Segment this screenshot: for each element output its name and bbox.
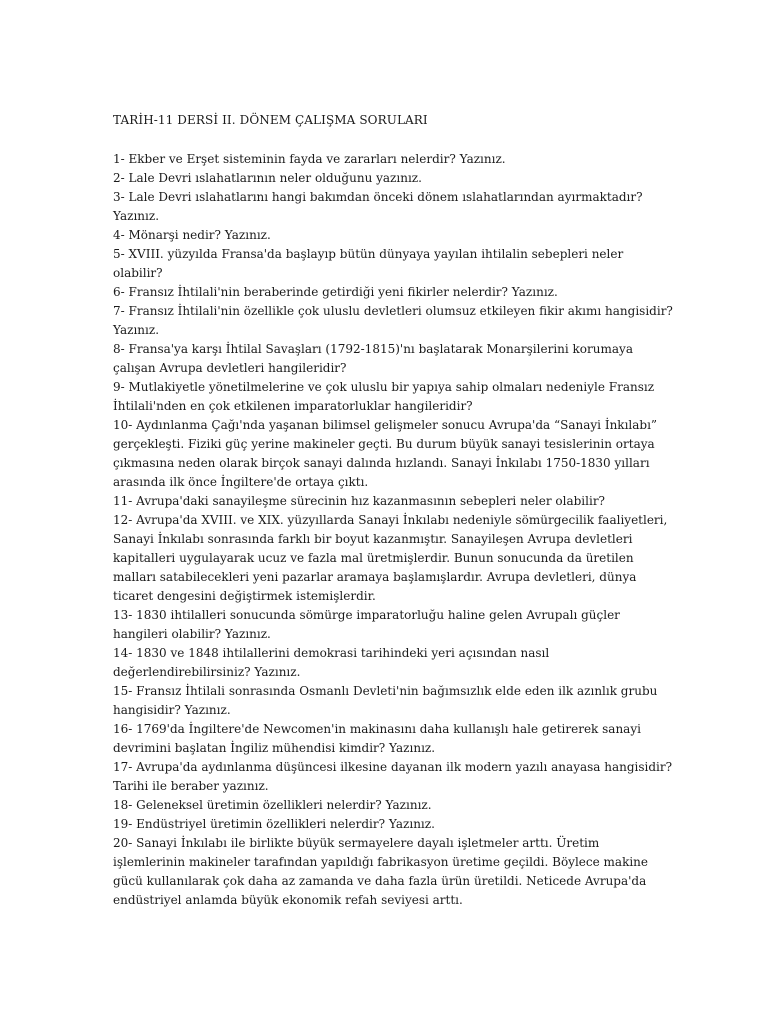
question-item: 19- Endüstriyel üretimin özellikleri nelerdir? Yazınız. bbox=[113, 817, 435, 831]
question-item: 5- XVIII. yüzyılda Fransa'da başlayıp bütün dünyaya yayılan ihtilalin sebepleri neler olabilir? bbox=[113, 247, 624, 280]
question-item: 9- Mutlakiyetle yönetilmelerine ve çok uluslu bir yapıya sahip olmaları nedeniyle Fransız İhtilali'nden en çok etkilenen imparatorluklar hangileridir? bbox=[113, 380, 655, 413]
question-item: 20- Sanayi İnkılabı ile birlikte büyük sermayelere dayalı işletmeler arttı. Üretim işlemlerinin makineler tarafından yapıldığı fabrikasyon üretime geçildi. Böylece makine gücü kullanılarak çok daha az zamanda ve daha fazla ürün üretildi. Neticede Avrupa'da endüstriyel anlamda büyük ekonomik refah seviyesi arttı. bbox=[113, 836, 649, 907]
question-list bbox=[113, 150, 673, 910]
question-item: 3- Lale Devri ıslahatlarını hangi bakımdan önceki dönem ıslahatlarından ayırmaktadır? Yazınız. bbox=[113, 190, 643, 223]
question-item: 6- Fransız İhtilali'nin beraberinde getirdiği yeni fikirler nelerdir? Yazınız. bbox=[113, 285, 558, 299]
question-item: 15- Fransız İhtilali sonrasında Osmanlı Devleti'nin bağımsızlık elde eden ilk azınlık grubu hangisidir? Yazınız. bbox=[113, 684, 658, 717]
question-item: 12- Avrupa'da XVIII. ve XIX. yüzyıllarda Sanayi İnkılabı nedeniyle sömürgecilik faaliyetleri, Sanayi İnkılabı sonrasında farklı bir boyut kazanmıştır. Sanayileşen Avrupa devletleri kapitalleri uygulayarak ucuz ve fazla mal üretmişlerdir. Bunun sonucunda da üretilen malları satabilecekleri yeni pazarlar aramaya başlamışlardır. Avrupa devletleri, dünya ticaret dengesini değiştirmek istemişlerdir. bbox=[113, 513, 668, 603]
question-item: 14- 1830 ve 1848 ihtilallerini demokrasi tarihindeki yeri açısından nasıl değerlendirebilirsiniz? Yazınız. bbox=[113, 646, 550, 679]
question-item: 1- Ekber ve Erşet sisteminin fayda ve zararları nelerdir? Yazınız. bbox=[113, 152, 506, 166]
question-item: 8- Fransa'ya karşı İhtilal Savaşları (1792-1815)'nı başlatarak Monarşilerini korumaya çalışan Avrupa devletleri hangileridir? bbox=[113, 342, 633, 375]
question-item: 2- Lale Devri ıslahatlarının neler olduğunu yazınız. bbox=[113, 171, 422, 185]
question-item: 4- Mönarşi nedir? Yazınız. bbox=[113, 228, 271, 242]
question-item: 17- Avrupa'da aydınlanma düşüncesi ilkesine dayanan ilk modern yazılı anayasa hangisidir? Tarihi ile beraber yazınız. bbox=[113, 760, 673, 793]
question-item: 18- Geleneksel üretimin özellikleri nelerdir? Yazınız. bbox=[113, 798, 432, 812]
question-item: 11- Avrupa'daki sanayileşme sürecinin hız kazanmasının sebepleri neler olabilir? bbox=[113, 494, 605, 508]
question-item: 16- 1769'da İngiltere'de Newcomen'in makinasını daha kullanışlı hale getirerek sanayi devrimini başlatan İngiliz mühendisi kimdir? Yazınız. bbox=[113, 722, 641, 755]
document-body bbox=[113, 111, 673, 910]
question-item: 13- 1830 ihtilalleri sonucunda sömürge imparatorluğu haline gelen Avrupalı güçler hangileri olabilir? Yazınız. bbox=[113, 608, 620, 641]
question-item: 10- Aydınlanma Çağı'nda yaşanan bilimsel gelişmeler sonucu Avrupa'da “Sanayi İnkılabı” gerçekleşti. Fiziki güç yerine makineler geçti. Bu durum büyük sanayi tesislerinin ortaya çıkmasına neden olarak birçok sanayi dalında hızlandı. Sanayi İnkılabı 1750-1830 yılları arasında ilk önce İngiltere'de ortaya çıktı. bbox=[113, 418, 658, 489]
question-item: 7- Fransız İhtilali'nin özellikle çok uluslu devletleri olumsuz etkileyen fikir akımı hangisidir? Yazınız. bbox=[113, 304, 673, 337]
document-title: TARİH-11 DERSİ II. DÖNEM ÇALIŞMA SORULARI bbox=[113, 113, 428, 127]
